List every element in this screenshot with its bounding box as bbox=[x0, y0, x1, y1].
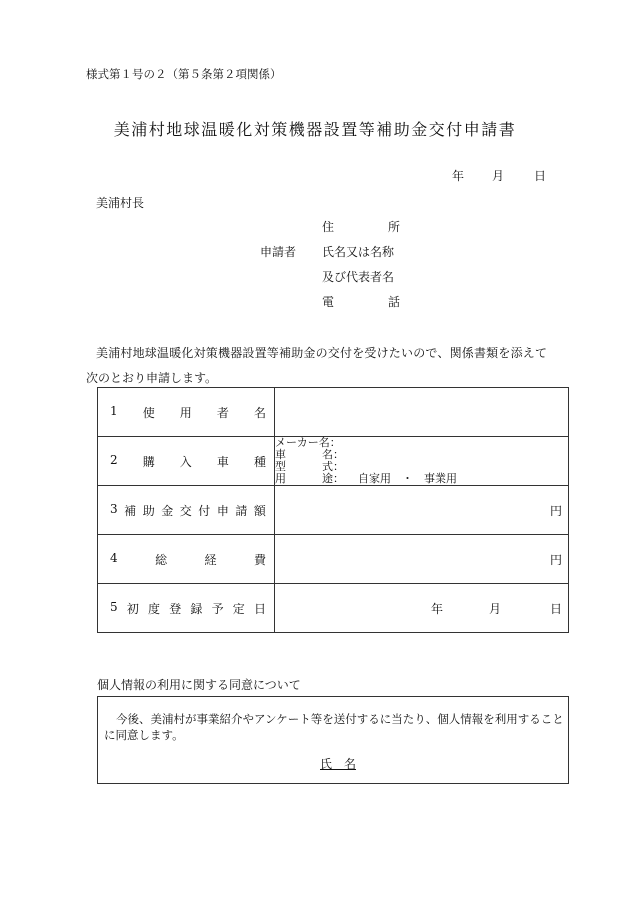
applicant-phone-label bbox=[322, 293, 400, 310]
registration-date-field[interactable] bbox=[275, 584, 569, 633]
label-char: 入 bbox=[179, 454, 192, 469]
label-char: 名 bbox=[253, 405, 266, 420]
detail-line bbox=[275, 473, 568, 485]
table-row bbox=[98, 486, 569, 535]
detail-key: 型 式 bbox=[275, 460, 333, 473]
phone-char-2: 話 bbox=[387, 295, 400, 309]
usage-options: 自家用 ・ 事業用 bbox=[358, 472, 457, 485]
consent-box bbox=[97, 696, 569, 784]
applicant-address-label bbox=[322, 218, 400, 235]
label-char: 使 bbox=[142, 405, 155, 420]
date-year-label: 年 bbox=[452, 169, 465, 183]
address-char-1: 住 bbox=[322, 220, 335, 234]
user-name-field[interactable] bbox=[275, 388, 569, 437]
row-label-registration-date: 5 初 度 登 録 予 定 日 bbox=[98, 584, 275, 633]
form-number: 様式第１号の２（第５条第２項関係） bbox=[86, 67, 282, 81]
total-cost-field[interactable] bbox=[275, 535, 569, 584]
row-number: 1 bbox=[110, 403, 118, 418]
detail-colon: ： bbox=[333, 460, 344, 473]
consent-statement: 今後、美浦村が事業紹介やアンケート等を送付するに当たり、個人情報を利用することに同意します。 bbox=[104, 712, 564, 742]
phone-char-1: 電 bbox=[322, 295, 335, 309]
detail-key: メーカー名 bbox=[275, 436, 330, 449]
consent-signature-field[interactable]: 氏 名 bbox=[320, 757, 357, 771]
label-char: 車 bbox=[216, 454, 229, 469]
consent-text bbox=[104, 711, 566, 743]
row-label-total-cost: 4 総 経 費 bbox=[98, 535, 275, 584]
row-label-user-name bbox=[98, 388, 275, 437]
detail-key: 車 名 bbox=[275, 448, 333, 461]
row-number: 3 bbox=[110, 501, 118, 516]
detail-colon: ： bbox=[333, 472, 344, 485]
date-year-label: 年 bbox=[430, 601, 443, 616]
date-month-label: 月 bbox=[492, 169, 505, 183]
detail-line bbox=[275, 449, 568, 461]
application-date bbox=[452, 167, 546, 184]
addressee: 美浦村長 bbox=[96, 196, 145, 210]
intro-line-2: 次のとおり申請します。 bbox=[86, 371, 218, 385]
row-label-vehicle-model bbox=[98, 437, 275, 486]
detail-colon: ： bbox=[329, 436, 341, 449]
intro-line-1: 美浦村地球温暖化対策機器設置等補助金の交付を受けたいので、関係書類を添えて bbox=[96, 346, 548, 360]
date-month-label: 月 bbox=[488, 601, 501, 616]
vehicle-details-field[interactable] bbox=[275, 437, 569, 486]
detail-key: 用 途 bbox=[275, 472, 333, 485]
yen-unit: 円 bbox=[549, 552, 562, 567]
table-row bbox=[98, 437, 569, 486]
table-row bbox=[98, 535, 569, 584]
detail-colon: ： bbox=[333, 448, 344, 461]
address-char-2: 所 bbox=[387, 220, 400, 234]
label-char: 購 bbox=[142, 454, 155, 469]
applicant-representative-label: 及び代表者名 bbox=[322, 270, 395, 284]
document-title: 美浦村地球温暖化対策機器設置等補助金交付申請書 bbox=[113, 120, 517, 139]
row-label-subsidy-amount: 3 補 助 金 交 付 申 請 額 bbox=[98, 486, 275, 535]
subsidy-amount-field[interactable] bbox=[275, 486, 569, 535]
row-number: 2 bbox=[110, 452, 118, 467]
label-char: 種 bbox=[253, 454, 266, 469]
applicant-label: 申請者 bbox=[260, 245, 297, 259]
row-number: 4 bbox=[110, 550, 118, 565]
table-row bbox=[98, 584, 569, 633]
applicant-name-label: 氏名又は名称 bbox=[322, 245, 395, 259]
detail-line bbox=[275, 437, 568, 449]
consent-heading: 個人情報の利用に関する同意について bbox=[97, 678, 301, 692]
row-number: 5 bbox=[110, 599, 118, 614]
application-table bbox=[97, 387, 569, 633]
table-row bbox=[98, 388, 569, 437]
yen-unit: 円 bbox=[549, 503, 562, 518]
label-char: 用 bbox=[179, 405, 192, 420]
date-day-label: 日 bbox=[534, 169, 547, 183]
date-day-label: 日 bbox=[549, 601, 562, 616]
label-char: 者 bbox=[216, 405, 229, 420]
